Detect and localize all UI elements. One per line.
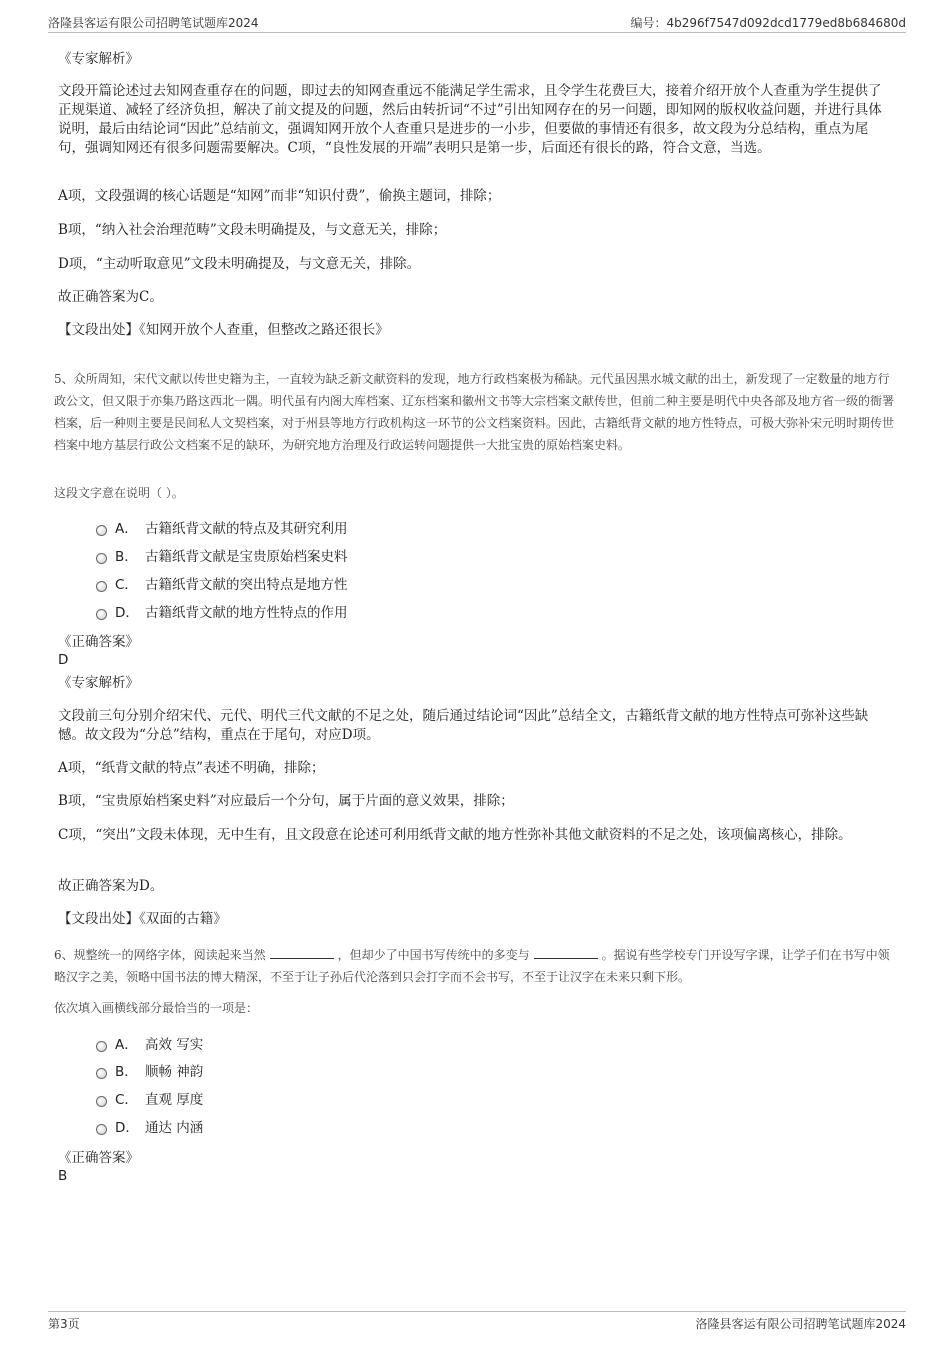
radio-icon[interactable] <box>96 1068 107 1079</box>
q6-option-a[interactable]: A． 高效 写实 <box>96 1035 203 1055</box>
q5-answer: D <box>58 652 69 668</box>
radio-icon[interactable] <box>96 525 107 536</box>
header-title: 洛隆县客运有限公司招聘笔试题库2024 <box>48 16 259 30</box>
q4-analysis: 文段开篇论述过去知网查重存在的问题，即过去的知网查重远不能满足学生需求，且令学生花费巨大，接着介绍开放个人查重为学生提供了正规渠道、减轻了经济负担，解决了前文提及的问题，然后由转折词“不过”引出知网存在的另一问题，即知网的版权收益问题，并进行具体说明，最后由结论词“因此”总结前文，强调知网开放个人查重只是进步的一小步，但要做的事情还有很多，故文段为分总结构，重点为尾句，强调知网还有很多问题需要解决。C项，“良性发展的开端”表明只是第一步，后面还有很长的路，符合文意，当选。 <box>58 83 882 156</box>
q4-note-b: B项，“纳入社会治理范畴”文段未明确提及，与文意无关，排除； <box>58 222 447 238</box>
radio-icon[interactable] <box>96 1124 107 1135</box>
q6-option-c[interactable]: C． 直观 厚度 <box>96 1090 203 1110</box>
q6-prompt: 依次填入画横线部分最恰当的一项是： <box>54 1001 259 1015</box>
radio-icon[interactable] <box>96 609 107 620</box>
q4-note-d: D项，“主动听取意见”文段未明确提及，与文意无关，排除。 <box>58 256 421 272</box>
page-footer <box>48 1311 906 1332</box>
q5-analysis: 文段前三句分别介绍宋代、元代、明代三代文献的不足之处，随后通过结论词“因此”总结全文，古籍纸背文献的地方性特点可弥补这些缺憾。故文段为“分总”结构，重点在于尾句，对应D项。 <box>58 708 869 743</box>
q4-conclusion: 故正确答案为C。 <box>58 289 163 305</box>
q4-note-a: A项，文段强调的核心话题是“知网”而非“知识付费”，偷换主题词，排除； <box>58 188 501 204</box>
page-number: 第3页 <box>48 1317 80 1331</box>
q5-prompt: 这段文字意在说明（ ）。 <box>54 486 184 500</box>
blank-1 <box>270 946 334 959</box>
q5-option-d[interactable]: D． 古籍纸背文献的地方性特点的作用 <box>96 603 348 623</box>
radio-icon[interactable] <box>96 553 107 564</box>
q6-stem: 6、规整统一的网络字体，阅读起来当然 ，但却少了中国书写传统中的多变与 。据说有些学校专门开设写字课，让学子们在书写中领略汉字之美，领略中国书法的博大精深，不至于让子孙后代沦落到只会打字而不会书写，不至于让汉字在未来只剩下形。 <box>54 948 890 984</box>
q6-option-b[interactable]: B． 顺畅 神韵 <box>96 1062 203 1082</box>
header-document-id: 编号：4b296f7547d092dcd1779ed8b684680d <box>630 16 906 30</box>
blank-2 <box>534 946 598 959</box>
footer-title: 洛隆县客运有限公司招聘笔试题库2024 <box>695 1317 906 1331</box>
q6-answer: B <box>58 1168 68 1184</box>
q6-answer-label: 《正确答案》 <box>58 1150 139 1166</box>
q5-answer-label: 《正确答案》 <box>58 634 139 650</box>
q4-source: 【文段出处】《知网开放个人查重，但整改之路还很长》 <box>58 322 389 338</box>
q4-analysis-label: 《专家解析》 <box>58 51 139 67</box>
q5-option-c[interactable]: C． 古籍纸背文献的突出特点是地方性 <box>96 575 348 595</box>
q5-source: 【文段出处】《双面的古籍》 <box>58 911 227 927</box>
q5-note-c: C项，“突出”文段未体现，无中生有，且文段意在论述可利用纸背文献的地方性弥补其他文献资料的不足之处，该项偏离核心，排除。 <box>58 827 852 843</box>
radio-icon[interactable] <box>96 1041 107 1052</box>
q5-note-b: B项，“宝贵原始档案史料”对应最后一个分句，属于片面的意义效果，排除； <box>58 793 514 809</box>
q5-analysis-label: 《专家解析》 <box>58 675 139 691</box>
radio-icon[interactable] <box>96 581 107 592</box>
q5-conclusion: 故正确答案为D。 <box>58 878 164 894</box>
page-header <box>48 12 906 33</box>
q5-stem: 5、众所周知，宋代文献以传世史籍为主，一直较为缺乏新文献资料的发现，地方行政档案极为稀缺。元代虽因黑水城文献的出土，新发现了一定数量的地方行政公文，但又限于亦集乃路这西北一隅。明代虽有内阁大库档案、辽东档案和徽州文书等大宗档案文献传世，但前二种主要是明代中央各部及地方省一级的衙署档案，后一种则主要是民间私人文契档案，对于州县等地方行政机构这一环节的公文档案资料。因此，古籍纸背文献的地方性特点，可极大弥补宋元明时期传世档案中地方基层行政公文档案不足的缺环，为研究地方治理及行政运转问题提供一大批宝贵的原始档案史料。 <box>54 372 895 452</box>
q6-option-d[interactable]: D． 通达 内涵 <box>96 1118 203 1138</box>
q5-option-a[interactable]: A． 古籍纸背文献的特点及其研究利用 <box>96 519 348 539</box>
q5-option-b[interactable]: B． 古籍纸背文献是宝贵原始档案史料 <box>96 547 348 567</box>
q5-note-a: A项，“纸背文献的特点”表述不明确，排除； <box>58 760 325 776</box>
radio-icon[interactable] <box>96 1096 107 1107</box>
